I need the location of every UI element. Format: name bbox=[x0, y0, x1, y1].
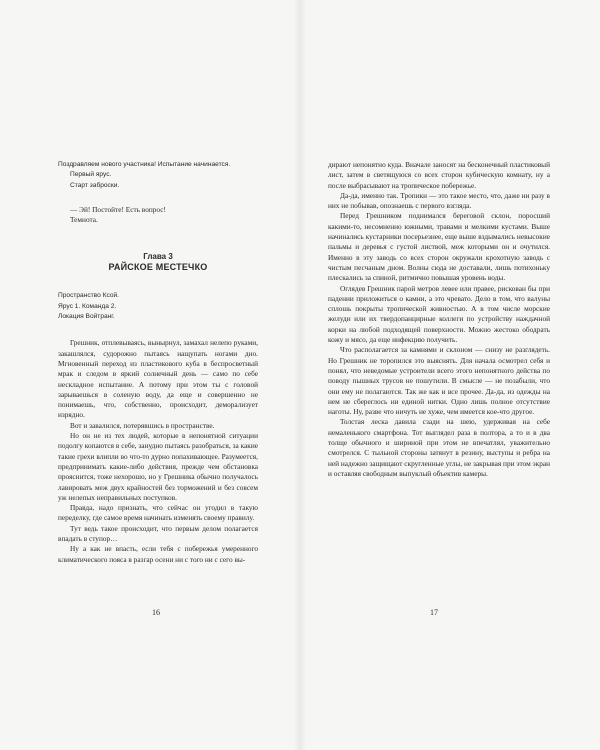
system-line: Первый ярус. bbox=[70, 171, 112, 179]
system-message bbox=[58, 160, 258, 191]
body-paragraph: Оглядев Грешник парой метров левее или правее, рискован бы при падении приложиться о камни, а это чревато. Дело в том, что валуны сплошь покрыты тропической живностью. А в том числе морские желуди или их твердопанцирные коллеги по устройству наждачной корки на любой подходящей поверхности. Можно жестоко ободрать кожу и мясо, да еще инфекцию получить. bbox=[328, 283, 550, 345]
chapter-label: Глава 3 bbox=[143, 252, 173, 262]
location-line: Пространство Ксой. bbox=[58, 292, 120, 300]
page-number: 17 bbox=[430, 608, 438, 617]
dialogue-line: Темнота. bbox=[70, 215, 98, 225]
left-page-column bbox=[58, 160, 258, 565]
location-line: Ярус 1. Команда 2. bbox=[58, 302, 117, 310]
body-paragraph: Но он не из тех людей, которые в непонятной ситуации подолгу копаются в себе, занудно пытаясь разобраться, за какие такие грехи влипли во что-то дурно попахивающее. Разумеется, предпринимать какие-либо действия, прежде чем обстановка прояснится, тоже нехорошо, но у Грешника обычно получалось лавировать меж двух крайностей без торможений и без совсем уж нелепых неправильных поступков. bbox=[58, 431, 258, 502]
body-paragraph: Грешник, отплевываясь, вынырнул, замахал нелепо руками, закашлялся, судорожно пытаясь нащупать ногами дно. Мгновенный переход из пластикового куба в беспросветный мрак и следом в яркий солнечный день — само по себе нескладное испытание. А потому при этом ты с головой зарываешься в соленую воду, да еще и совершенно не понимаешь, что, собственно, происходит, деморализует изрядно. bbox=[58, 338, 258, 420]
body-paragraph: Правда, надо признать, что сейчас он угодил в такую переделку, где самое время начинать изменять своему правилу. bbox=[58, 503, 258, 523]
right-page-column bbox=[328, 160, 550, 479]
page-number: 16 bbox=[152, 608, 160, 617]
chapter-title: РАЙСКОЕ МЕСТЕЧКО bbox=[108, 262, 208, 273]
body-paragraph: Тут ведь такое происходит, что первым делом полагается впадать в ступор… bbox=[58, 523, 258, 544]
left-page bbox=[0, 0, 296, 750]
location-block bbox=[58, 291, 258, 322]
system-line: Поздравляем нового участника! Испытание начинается. bbox=[58, 161, 231, 168]
body-paragraph: Перед Грешником поднимался береговой склон, поросший какими-то, несомненно южными, травами и мелкими кустами. Выше начинались кустарники посерьезнее, еще выше вздымались невысокие пальмы и деревья с густой листвой, меж которыми он и очутился. Именно в эту заводь со всех сторон окружали крохотную заводь с чистым песчаным дном. Волны сюда не доставали, лишь потихоньку плескались за спиной, ритмично повышая уровень воды. bbox=[328, 211, 550, 283]
body-paragraph: Толстая леска давила сзади на шею, удерживая на себе немаленького смартфона. Тот выглядел раза в полтора, а то и в два толще обычного и шириной при этом не впечатлял, уважительно смотрелся. С тыльной стороны затянут в резину, выступы и ребра на ней надежно защищают скругленные углы, не закрывая при этом экран и оставляя свободным выпуклый объектив камеры. bbox=[328, 417, 550, 478]
body-paragraph: дирают непонятно куда. Вначале заносят на бесконечный пластиковый лист, затем в светящуюся со всех сторон кубическую комнату, ну а после выбрасывают на тропическое побережье. bbox=[328, 160, 550, 190]
chapter-heading bbox=[58, 251, 258, 273]
location-line: Локация Войтранг. bbox=[58, 313, 115, 321]
system-line: Старт заброски. bbox=[70, 181, 120, 189]
dialogue-line: — Эй! Постойте! Есть вопрос! bbox=[70, 204, 166, 214]
body-paragraph: Ну а как не впасть, если тебя с побережья умеренного климатического пояса в разгар осени ни с того ни с сего вы- bbox=[58, 544, 258, 564]
right-page bbox=[304, 0, 600, 750]
body-paragraph: Да-да, именно так. Тропики — это такое место, что, даже ни разу в них не побывав, опознаешь с первого взгляда. bbox=[328, 190, 550, 211]
body-paragraph: Вот и завалился, потерявшись в пространстве. bbox=[70, 420, 215, 430]
body-paragraph: Что располагается за камнями и склоном — снизу не разглядеть. Но Грешник не торопился это выяснять. Для начала осмотрел себя и понял, что неведомые устроители всего этого непонятного действа по поводу пышных трусов не пошутили. В смысле — не позабыли, что они ему не полагаются. Так же как и все прочее. Да-да, из одежды на нем не сбереглось ни единой нитки. Одно лишь полное отсутствие наготы. Ну, разве что ничуть не хуже, чем имеется кое-что другое. bbox=[328, 345, 550, 417]
